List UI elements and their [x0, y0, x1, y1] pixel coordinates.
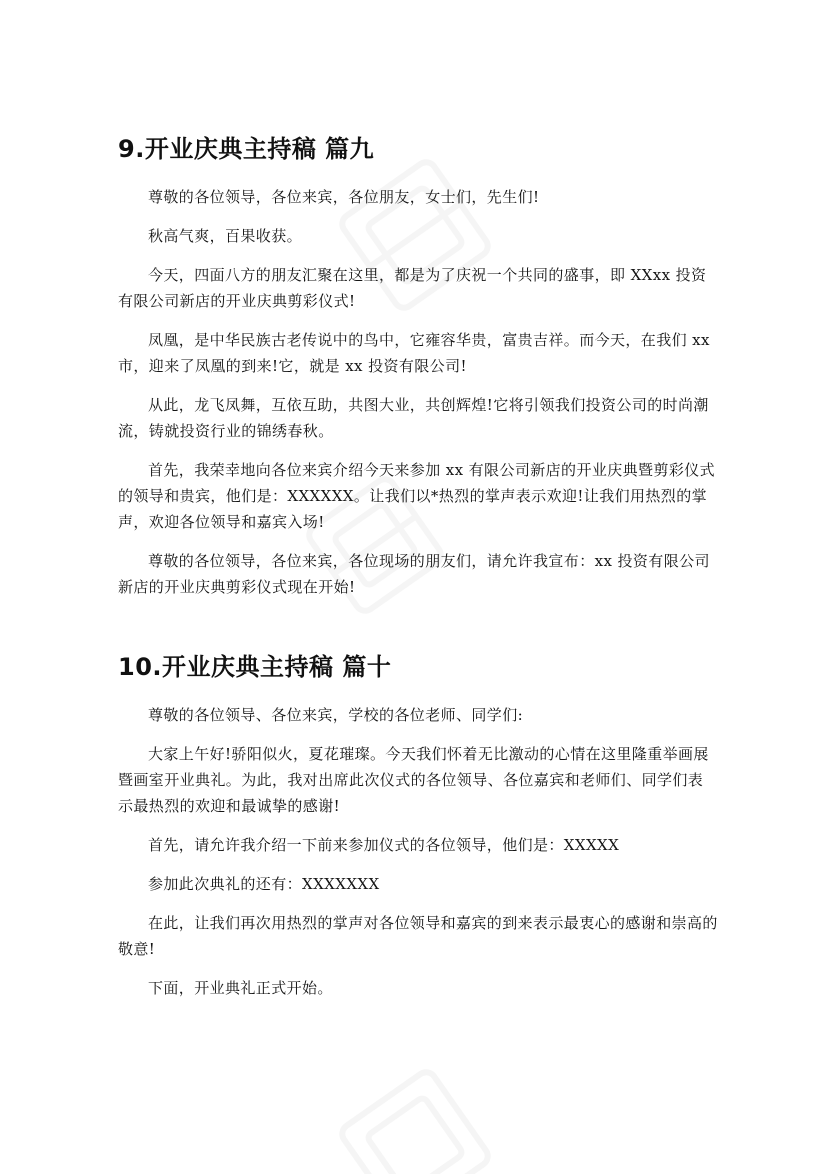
section-9 [118, 132, 718, 600]
paragraph: 在此，让我们再次用热烈的掌声对各位领导和嘉宾的到来表示最衷心的感谢和崇高的敬意! [118, 914, 718, 958]
section-heading: 9.开业庆典主持稿 篇九 [118, 135, 375, 163]
paragraph: 凤凰，是中华民族古老传说中的鸟中，它雍容华贵，富贵吉祥。而今天，在我们 xx 市，迎来了凤凰的到来!它，就是 xx 投资有限公司! [118, 331, 710, 375]
paragraph: 参加此次典礼的还有：XXXXXXX [148, 875, 380, 893]
paragraph: 首先，请允许我介绍一下前来参加仪式的各位领导，他们是：XXXXX [148, 836, 620, 854]
watermark-stamp-bottom-icon [330, 1060, 500, 1174]
paragraph: 尊敬的各位领导，各位来宾，各位现场的朋友们，请允许我宣布：xx 投资有限公司新店的开业庆典剪彩仪式现在开始! [118, 552, 710, 596]
paragraph: 首先，我荣幸地向各位来宾介绍今天来参加 xx 有限公司新店的开业庆典暨剪彩仪式的领导和贵宾，他们是：XXXXXX。让我们以*热烈的掌声表示欢迎!让我们用热烈的掌声，欢迎各位领导和嘉宾入场! [118, 461, 716, 531]
paragraph: 尊敬的各位领导、各位来宾，学校的各位老师、同学们: [148, 706, 524, 724]
paragraph: 从此，龙飞凤舞，互依互助，共图大业，共创辉煌!它将引领我们投资公司的时尚潮流，铸就投资行业的锦绣春秋。 [118, 396, 709, 440]
paragraph: 下面，开业典礼正式开始。 [148, 979, 333, 997]
paragraph: 大家上午好!骄阳似火，夏花璀璨。今天我们怀着无比激动的心情在这里隆重举画展暨画室开业典礼。为此，我对出席此次仪式的各位领导、各位嘉宾和老师们、同学们表示最热烈的欢迎和最诚挚的感谢! [118, 745, 709, 815]
document-body [118, 132, 718, 1014]
paragraph: 秋高气爽，百果收获。 [148, 227, 303, 245]
section-heading: 10.开业庆典主持稿 篇十 [118, 653, 392, 681]
paragraph: 今天，四面八方的朋友汇聚在这里，都是为了庆祝一个共同的盛事，即 XXxx 投资有限公司新店的开业庆典剪彩仪式! [118, 266, 707, 310]
section-10 [118, 650, 718, 1001]
paragraph: 尊敬的各位领导，各位来宾，各位朋友，女士们，先生们! [148, 188, 540, 206]
